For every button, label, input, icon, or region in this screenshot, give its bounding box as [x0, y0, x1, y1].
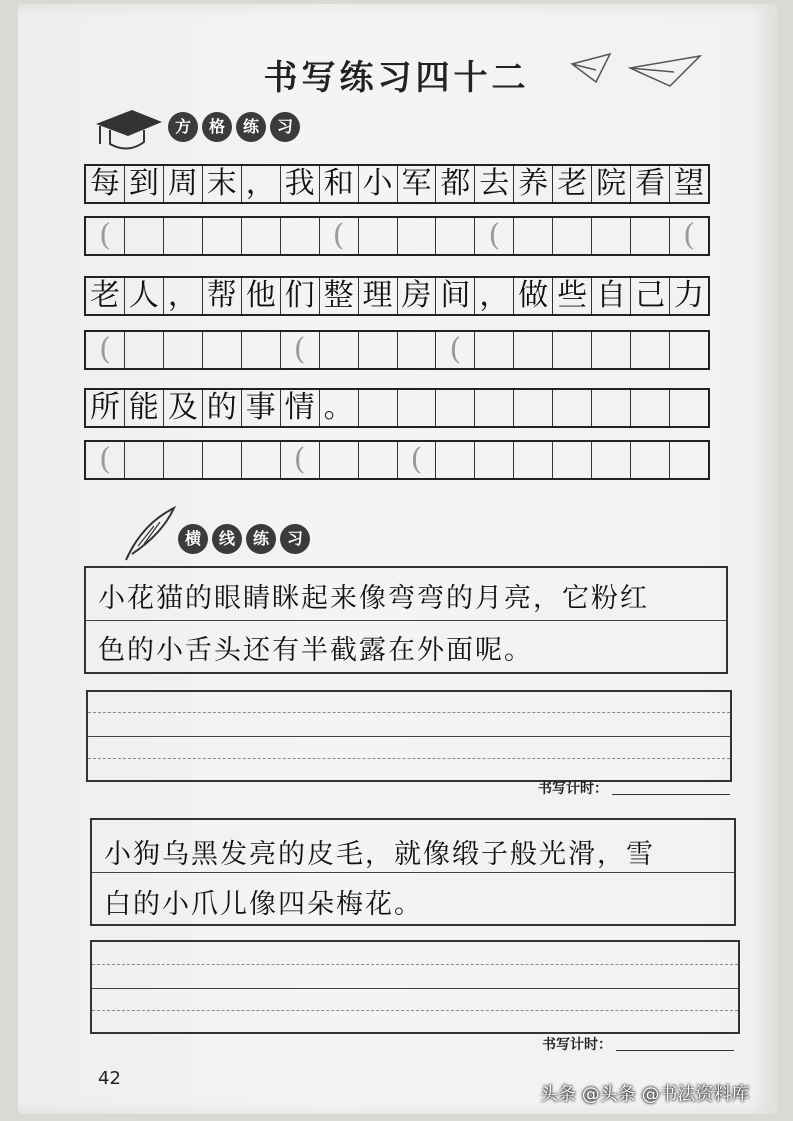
feather-quill-icon: [118, 504, 178, 564]
grid-cell: 小: [359, 166, 398, 202]
grid-cell: [514, 390, 553, 426]
empty-grid-row[interactable]: [84, 330, 710, 370]
grid-cell[interactable]: [553, 442, 592, 478]
grid-cell[interactable]: [553, 332, 592, 368]
grid-cell[interactable]: [475, 442, 514, 478]
timer-blank[interactable]: [616, 1050, 734, 1051]
grid-cell[interactable]: (: [281, 332, 320, 368]
grid-cell[interactable]: [592, 332, 631, 368]
grid-cell: 力: [674, 278, 705, 313]
grid-cell[interactable]: [242, 218, 281, 254]
grid-cell: [475, 390, 514, 426]
grid-cell[interactable]: [164, 218, 203, 254]
grid-cell[interactable]: [398, 218, 437, 254]
model-grid-row: [84, 276, 710, 316]
grid-cell[interactable]: [592, 218, 631, 254]
empty-grid-row[interactable]: [84, 440, 710, 480]
grid-cell: 能: [125, 390, 164, 426]
section-header-lines: [178, 524, 310, 554]
graduation-cap-icon: [92, 104, 164, 154]
grid-cell: 看: [631, 166, 670, 202]
grid-cell[interactable]: [398, 332, 437, 368]
grid-cell[interactable]: [514, 442, 553, 478]
model-text-line: 小狗乌黑发亮的皮毛，就像缎子般光滑，雪: [104, 839, 655, 870]
watermark: 头条 @头条 @书法资料库: [540, 1084, 750, 1105]
grid-cell: 做: [514, 278, 553, 314]
page-number: 42: [98, 1068, 121, 1089]
writing-lines[interactable]: [86, 690, 732, 782]
grid-cell: 间: [436, 278, 475, 314]
grid-cell: [553, 390, 592, 426]
grid-cell[interactable]: (: [86, 218, 125, 254]
grid-cell: 所: [86, 390, 125, 426]
grid-cell: 院: [592, 166, 631, 202]
grid-cell[interactable]: (: [320, 218, 359, 254]
grid-cell[interactable]: [320, 332, 359, 368]
writing-timer: [542, 1034, 734, 1054]
model-text-line: 白的小爪儿像四朵梅花。: [104, 889, 423, 920]
grid-cell: [398, 390, 437, 426]
grid-cell[interactable]: (: [436, 332, 475, 368]
grid-cell[interactable]: [125, 442, 164, 478]
grid-cell[interactable]: (: [86, 332, 125, 368]
grid-cell: 养: [514, 166, 553, 202]
grid-cell[interactable]: [631, 332, 670, 368]
grid-cell[interactable]: [281, 218, 320, 254]
grid-cell[interactable]: [514, 332, 553, 368]
grid-cell: ，: [164, 278, 203, 314]
grid-cell: [670, 390, 708, 426]
grid-cell[interactable]: [359, 442, 398, 478]
model-grid-row: [84, 164, 710, 204]
grid-cell: 房: [398, 278, 437, 314]
grid-cell: 自: [592, 278, 631, 314]
grid-cell: 去: [475, 166, 514, 202]
empty-grid-row[interactable]: [84, 216, 710, 256]
grid-cell: 事: [242, 390, 281, 426]
grid-cell[interactable]: [164, 332, 203, 368]
grid-cell[interactable]: (: [86, 442, 125, 478]
grid-cell[interactable]: [359, 332, 398, 368]
grid-cell[interactable]: [592, 442, 631, 478]
section-char: 习: [270, 112, 300, 142]
grid-cell[interactable]: (: [683, 218, 695, 253]
writing-timer: [538, 778, 730, 798]
grid-cell: 情: [281, 390, 320, 426]
grid-cell: [631, 390, 670, 426]
model-grid-row: [84, 388, 710, 428]
paper-plane-icon: [570, 52, 710, 92]
timer-label: 书写计时：: [538, 781, 608, 797]
grid-cell: 整: [320, 278, 359, 314]
grid-cell: 帮: [203, 278, 242, 314]
grid-cell: 些: [553, 278, 592, 314]
grid-cell: 己: [631, 278, 670, 314]
grid-cell[interactable]: [125, 332, 164, 368]
grid-cell[interactable]: [631, 442, 670, 478]
grid-cell: 都: [436, 166, 475, 202]
grid-cell: 的: [203, 390, 242, 426]
grid-cell: 军: [398, 166, 437, 202]
grid-cell[interactable]: [203, 332, 242, 368]
model-text-line: 小花猫的眼睛眯起来像弯弯的月亮，它粉红: [98, 583, 649, 614]
section-char: 练: [246, 524, 276, 554]
grid-cell[interactable]: [242, 442, 281, 478]
grid-cell[interactable]: [670, 442, 708, 478]
section-char: 线: [212, 524, 242, 554]
grid-cell: 老: [553, 166, 592, 202]
grid-cell: [359, 390, 398, 426]
grid-cell: [592, 390, 631, 426]
grid-cell: 理: [359, 278, 398, 314]
timer-label: 书写计时：: [542, 1037, 612, 1053]
grid-cell: ，: [242, 166, 281, 202]
grid-cell: 到: [125, 166, 164, 202]
grid-cell: 人: [125, 278, 164, 314]
model-text-box: [84, 566, 728, 674]
grid-cell[interactable]: [475, 332, 514, 368]
grid-cell[interactable]: [242, 332, 281, 368]
grid-cell: 和: [320, 166, 359, 202]
grid-cell: [436, 390, 475, 426]
model-text-line: 色的小舌头还有半截露在外面呢。: [98, 635, 533, 666]
grid-cell[interactable]: [320, 442, 359, 478]
grid-cell[interactable]: [436, 442, 475, 478]
grid-cell[interactable]: [631, 218, 670, 254]
grid-cell: 们: [281, 278, 320, 314]
grid-cell: 末: [203, 166, 242, 202]
grid-cell[interactable]: [553, 218, 592, 254]
grid-cell[interactable]: [436, 218, 475, 254]
timer-blank[interactable]: [612, 794, 730, 795]
model-text-box: [90, 818, 736, 926]
grid-cell: 老: [86, 278, 125, 314]
grid-cell[interactable]: [125, 218, 164, 254]
section-char: 习: [280, 524, 310, 554]
grid-cell[interactable]: [514, 218, 553, 254]
section-char: 横: [178, 524, 208, 554]
grid-cell: 我: [281, 166, 320, 202]
section-char: 格: [202, 112, 232, 142]
grid-cell[interactable]: [164, 442, 203, 478]
grid-cell: 及: [164, 390, 203, 426]
grid-cell[interactable]: [203, 218, 242, 254]
section-char: 练: [236, 112, 266, 142]
grid-cell: ，: [475, 278, 514, 314]
writing-lines[interactable]: [90, 940, 740, 1034]
grid-cell[interactable]: (: [281, 442, 320, 478]
grid-cell[interactable]: [359, 218, 398, 254]
grid-cell: 望: [674, 166, 705, 201]
grid-cell: 每: [86, 166, 125, 202]
section-char: 方: [168, 112, 198, 142]
grid-cell[interactable]: (: [475, 218, 514, 254]
grid-cell[interactable]: (: [398, 442, 437, 478]
grid-cell: 。: [320, 390, 359, 426]
grid-cell: 周: [164, 166, 203, 202]
grid-cell[interactable]: [670, 332, 708, 368]
grid-cell[interactable]: [203, 442, 242, 478]
grid-cell: 他: [242, 278, 281, 314]
section-header-grid: [168, 112, 300, 142]
page-title: 书写练习四十二: [263, 58, 530, 98]
